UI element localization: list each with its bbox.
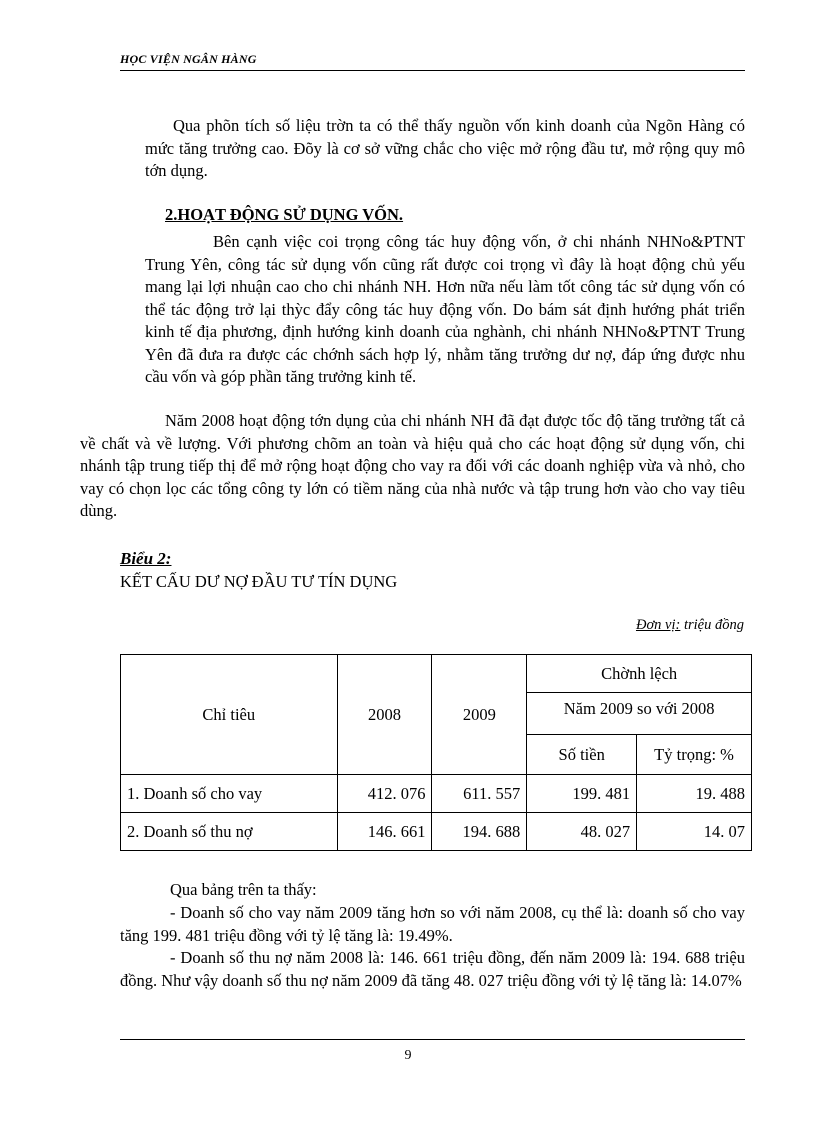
- cell-ty-trong: 14. 07: [637, 813, 752, 851]
- conclusion-bullet-collections: - Doanh số thu nợ năm 2008 là: 146. 661 triệu đồng, đến năm 2009 là: 194. 688 triệu đồng. Như vậy doanh số thu nợ năm 2009 đã tăng 48. 027 triệu đồng với tỷ lệ tăng là: 14.07%: [120, 948, 745, 990]
- header-2008: 2008: [337, 655, 432, 775]
- table-row: [121, 813, 752, 851]
- cell-name: 1. Doanh số cho vay: [121, 775, 338, 813]
- cell-ty-trong: 19. 488: [637, 775, 752, 813]
- header-ty-trong: Tỷ trọng: %: [637, 735, 752, 775]
- footer-divider: [120, 1039, 745, 1040]
- paragraph-capital-usage: Bên cạnh việc coi trọng công tác huy động vốn, ở chi nhánh NHNo&PTNT Trung Yên, công tác sử dụng vốn cũng rất được coi trọng vì đây là hoạt động chủ yếu mang lại lợi nhuận cao cho chi nhánh NH. Hơn nữa nếu làm tốt công tác sử dụng vốn có thể tác động trở lại thỳc đẩy công tác huy động vốn. Do bám sát định hướng phát triển kinh tế địa phương, định hướng kinh doanh của nghành, chi nhánh NHNo&PTNT Trung Yên đã đưa ra được các chớnh sách hợp lý, nhằm tăng trưởng dư nợ, đáp ứng được nhu cầu vốn và góp phần tăng trưởng kinh tế.: [145, 232, 745, 386]
- table-title: KẾT CẤU DƯ NỢ ĐẦU TƯ TÍN DỤNG: [120, 572, 398, 591]
- header-chenh-lech: Chờnh lệch: [527, 655, 752, 693]
- page-number: 9: [404, 1048, 412, 1063]
- conclusion-bullet-loans: - Doanh số cho vay năm 2009 tăng hơn so với năm 2008, cụ thể là: doanh số cho vay tăng 199. 481 triệu đồng với tỷ lệ tăng là: 19.49%.: [120, 903, 745, 945]
- paragraph-capital-analysis: Qua phõn tích số liệu trờn ta có thể thấy nguồn vốn kinh doanh của Ngõn Hàng có mức tăng trưởng cao. Đõy là cơ sở vững chắc cho việc mở rộng đầu tư, mở rộng quy mô tớn dụng.: [145, 116, 745, 180]
- cell-so-tien: 199. 481: [527, 775, 637, 813]
- cell-so-tien: 48. 027: [527, 813, 637, 851]
- table-label: Biểu 2:: [120, 549, 172, 568]
- conclusion-intro: Qua bảng trên ta thấy:: [170, 880, 317, 899]
- cell-2009: 611. 557: [432, 775, 527, 813]
- header-divider: [120, 70, 745, 71]
- document-header-title: HỌC VIỆN NGÂN HÀNG: [120, 52, 257, 66]
- header-chi-tieu: Chỉ tiêu: [121, 655, 338, 775]
- unit-note: [636, 617, 744, 634]
- unit-value: triệu đồng: [680, 617, 744, 633]
- cell-2008: 412. 076: [337, 775, 432, 813]
- header-2009: 2009: [432, 655, 527, 775]
- cell-2009: 194. 688: [432, 813, 527, 851]
- section-title: 2.HOẠT ĐỘNG SỬ DỤNG VỐN.: [165, 205, 404, 224]
- credit-structure-table: [120, 654, 752, 851]
- paragraph-credit-2008: Năm 2008 hoạt động tớn dụng của chi nhánh NH đã đạt được tốc độ tăng trưởng tất cả về chất và về lượng. Với phương chõm an toàn và hiệu quả cho các hoạt động sử dụng vốn, chi nhánh tập trung tiếp thị để mở rộng hoạt động cho vay ra đối với các doanh nghiệp vừa và nhỏ, cho vay có chọn lọc các tổng công ty lớn có tiềm năng của nhà nước và tập trung hơn vào cho vay tiêu dùng.: [80, 411, 745, 520]
- header-compare: Năm 2009 so với 2008: [527, 693, 752, 735]
- header-so-tien: Số tiền: [527, 735, 637, 775]
- cell-name: 2. Doanh số thu nợ: [121, 813, 338, 851]
- unit-label: Đơn vị:: [635, 617, 681, 633]
- table-row: [121, 775, 752, 813]
- table-header-row: [121, 655, 752, 693]
- cell-2008: 146. 661: [337, 813, 432, 851]
